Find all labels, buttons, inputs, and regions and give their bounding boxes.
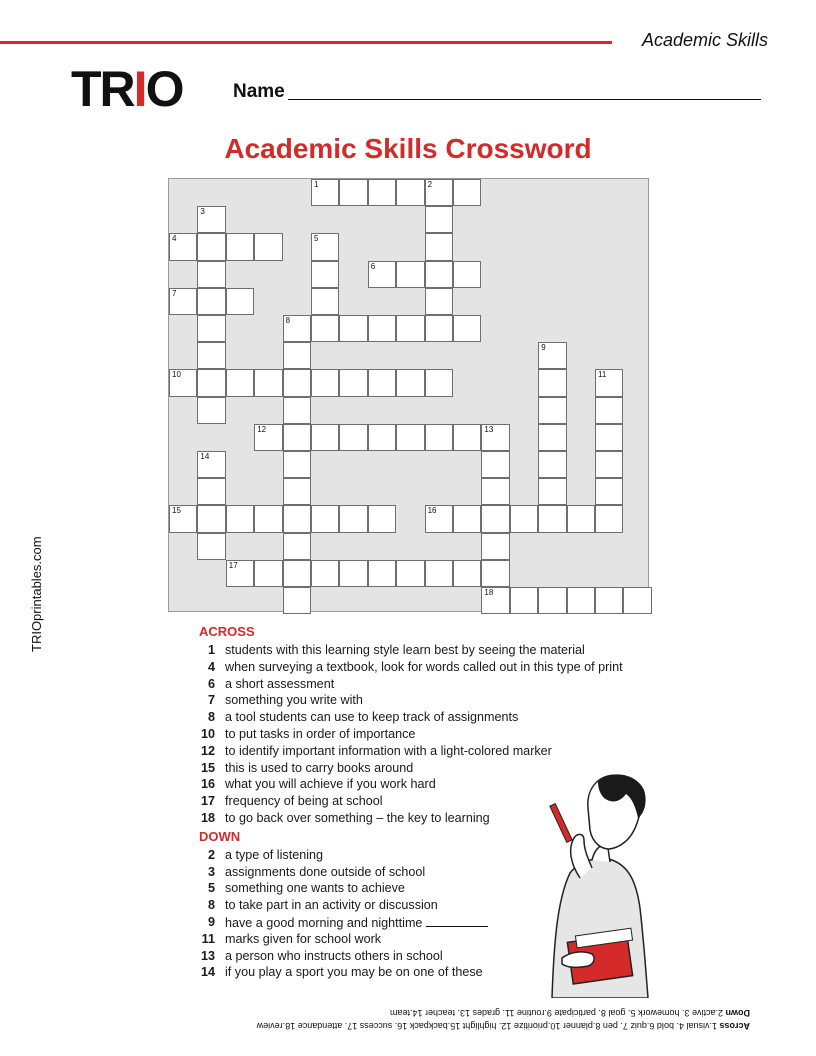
grid-cell[interactable]	[197, 206, 225, 233]
grid-cell[interactable]	[595, 369, 623, 396]
grid-cell[interactable]	[453, 560, 481, 587]
grid-cell[interactable]	[311, 505, 339, 532]
cell-number: 6	[370, 261, 376, 271]
down-heading: DOWN	[199, 828, 241, 844]
grid-cell[interactable]	[368, 179, 396, 206]
grid-cell[interactable]	[453, 315, 481, 342]
grid-cell[interactable]	[283, 397, 311, 424]
grid-cell[interactable]	[197, 288, 225, 315]
clue-text: a tool students can use to keep track of assignments	[225, 710, 519, 725]
clue-number: 6	[207, 676, 215, 691]
cell-number: 7	[172, 288, 177, 298]
clue-number: 5	[207, 881, 215, 896]
cell-number: 1	[314, 180, 319, 189]
grid-cell[interactable]	[425, 206, 453, 233]
grid-cell[interactable]	[396, 560, 424, 587]
clue-number: 3	[207, 864, 215, 879]
clue-number: 14	[200, 965, 215, 980]
grid-cell[interactable]	[311, 560, 339, 587]
grid-cell[interactable]	[339, 369, 367, 396]
cell-number: 18	[484, 588, 494, 597]
grid-cell[interactable]	[595, 478, 623, 505]
across-clue-4	[199, 659, 669, 676]
grid-cell[interactable]	[538, 424, 566, 451]
cell-number: 16	[427, 506, 437, 516]
clue-number: 9	[207, 914, 215, 929]
grid-cell[interactable]	[169, 288, 197, 315]
grid-cell[interactable]	[197, 342, 225, 369]
cell-number: 10	[172, 370, 181, 380]
cell-number: 8	[285, 316, 291, 325]
grid-cell[interactable]	[538, 478, 566, 505]
grid-cell[interactable]	[283, 451, 311, 478]
grid-cell[interactable]	[197, 315, 225, 342]
grid-cell[interactable]	[311, 288, 339, 315]
grid-cell[interactable]	[538, 451, 566, 478]
grid-cell[interactable]	[226, 233, 254, 260]
grid-cell[interactable]	[453, 261, 481, 288]
cell-number: 2	[427, 180, 433, 189]
answer-key	[0, 1006, 816, 1032]
grid-cell[interactable]	[197, 533, 225, 560]
across-clue-1	[199, 642, 669, 659]
grid-cell[interactable]	[538, 397, 566, 424]
grid-cell[interactable]	[595, 397, 623, 424]
grid-cell[interactable]	[197, 261, 225, 288]
clue-text: a short assessment	[225, 676, 335, 691]
clue-text: something one wants to achieve	[225, 881, 405, 896]
clue-number: 15	[200, 760, 215, 775]
grid-cell[interactable]	[510, 587, 538, 614]
cell-number: 4	[172, 234, 177, 244]
grid-cell[interactable]	[453, 179, 481, 206]
grid-cell[interactable]	[283, 560, 311, 587]
cell-number: 3	[200, 207, 205, 217]
grid-cell[interactable]	[425, 315, 453, 342]
grid-cell[interactable]	[425, 179, 453, 206]
grid-cell[interactable]	[425, 505, 453, 532]
grid-cell[interactable]	[368, 261, 396, 288]
grid-cell[interactable]	[538, 369, 566, 396]
cell-number: 14	[200, 452, 210, 461]
grid-cell[interactable]	[283, 478, 311, 505]
clue-number: 17	[200, 794, 215, 809]
cell-number: 9	[541, 343, 546, 353]
grid-cell[interactable]	[339, 315, 367, 342]
clue-text: to go back over something – the key to learning	[225, 810, 490, 825]
across-clue-10	[199, 726, 669, 743]
clue-number: 7	[207, 693, 215, 708]
cell-number: 13	[484, 424, 494, 434]
grid-cell[interactable]	[197, 369, 225, 396]
grid-cell[interactable]	[226, 505, 254, 532]
grid-cell[interactable]	[311, 369, 339, 396]
grid-cell[interactable]	[339, 424, 367, 451]
clue-number: 10	[200, 726, 215, 741]
grid-cell[interactable]	[339, 179, 367, 206]
grid-cell[interactable]	[169, 233, 197, 260]
cell-number: 12	[257, 424, 267, 434]
grid-cell[interactable]	[197, 478, 225, 505]
grid-cell[interactable]	[311, 315, 339, 342]
student-thinking-illustration	[540, 768, 650, 998]
grid-cell[interactable]	[339, 505, 367, 532]
across-clue-12	[199, 743, 669, 760]
grid-cell[interactable]	[283, 369, 311, 396]
grid-cell[interactable]	[169, 505, 197, 532]
grid-cell[interactable]	[283, 587, 311, 614]
grid-cell[interactable]	[623, 587, 651, 614]
clue-number: 8	[207, 710, 215, 725]
grid-cell[interactable]	[396, 369, 424, 396]
clue-text: to identify important information with a light-colored marker	[225, 743, 552, 758]
grid-cell[interactable]	[368, 369, 396, 396]
clue-text: students with this learning style learn best by seeing the material	[225, 643, 585, 657]
grid-cell[interactable]	[396, 261, 424, 288]
grid-cell[interactable]	[368, 505, 396, 532]
grid-cell[interactable]	[481, 505, 509, 532]
grid-cell[interactable]	[283, 505, 311, 532]
clue-text: to put tasks in order of importance	[225, 726, 416, 741]
clue-text: this is used to carry books around	[225, 760, 414, 775]
crossword-grid	[168, 178, 649, 612]
clue-text: frequency of being at school	[225, 794, 383, 809]
grid-cell[interactable]	[283, 342, 311, 369]
clue-number: 1	[207, 643, 215, 657]
grid-cell[interactable]	[425, 261, 453, 288]
clue-number: 8	[207, 898, 215, 913]
grid-cell[interactable]	[283, 424, 311, 451]
answer-key-across: Across 1.visual 4. bold 6.quiz 7. pen 8.planner 10.prioritize 12. highlight 15.backpack 16. success 17. attendance 18.review	[256, 1021, 750, 1031]
grid-cell[interactable]	[311, 233, 339, 260]
clue-text: when surveying a textbook, look for words called out in this type of print	[225, 659, 623, 674]
grid-cell[interactable]	[510, 505, 538, 532]
grid-cell[interactable]	[567, 505, 595, 532]
clue-text: to take part in an activity or discussion	[225, 898, 438, 913]
grid-cell[interactable]	[538, 587, 566, 614]
grid-cell[interactable]	[254, 233, 282, 260]
grid-cell[interactable]	[425, 288, 453, 315]
grid-cell[interactable]	[595, 505, 623, 532]
grid-cell[interactable]	[481, 560, 509, 587]
clue-text: if you play a sport you may be on one of these	[225, 965, 483, 980]
grid-cell[interactable]	[425, 424, 453, 451]
across-clue-6	[199, 676, 669, 693]
trio-logo: TRIO	[71, 61, 183, 117]
grid-cell[interactable]	[425, 233, 453, 260]
fill-in-blank	[426, 914, 488, 927]
cell-number: 5	[314, 234, 319, 244]
clue-number: 11	[201, 931, 215, 946]
grid-cell[interactable]	[254, 369, 282, 396]
across-clue-8	[199, 709, 669, 726]
grid-cell[interactable]	[283, 315, 311, 342]
grid-cell[interactable]	[197, 397, 225, 424]
grid-cell[interactable]	[453, 505, 481, 532]
grid-cell[interactable]	[567, 587, 595, 614]
answer-key-down: Down 2.active 3. homework 5. goal 8. participate 9.routine 11. grades 13. teacher 14.team	[389, 1008, 750, 1018]
grid-cell[interactable]	[481, 478, 509, 505]
grid-cell[interactable]	[396, 315, 424, 342]
grid-cell[interactable]	[481, 451, 509, 478]
clue-number: 18	[200, 810, 215, 825]
clue-text: assignments done outside of school	[225, 864, 426, 879]
grid-cell[interactable]	[311, 261, 339, 288]
clue-text: a type of listening	[225, 847, 324, 862]
clue-text: what you will achieve if you work hard	[225, 777, 436, 792]
clue-text: marks given for school work	[225, 931, 382, 946]
grid-cell[interactable]	[311, 179, 339, 206]
grid-cell[interactable]	[396, 179, 424, 206]
grid-cell[interactable]	[595, 451, 623, 478]
header-rule	[0, 41, 612, 44]
section-title: Academic Skills	[641, 30, 768, 50]
grid-cell[interactable]	[197, 233, 225, 260]
grid-cell[interactable]	[254, 560, 282, 587]
cell-number: 11	[598, 370, 607, 380]
clue-number: 13	[200, 948, 215, 963]
grid-cell[interactable]	[481, 424, 509, 451]
clue-text: have a good morning and nighttime	[225, 914, 488, 932]
grid-cell[interactable]	[254, 505, 282, 532]
clue-number: 12	[200, 743, 215, 758]
grid-cell[interactable]	[339, 560, 367, 587]
grid-cell[interactable]	[226, 369, 254, 396]
grid-cell[interactable]	[311, 424, 339, 451]
clue-number: 16	[200, 777, 215, 792]
grid-cell[interactable]	[595, 424, 623, 451]
clue-text: something you write with	[225, 693, 363, 708]
grid-cell[interactable]	[481, 587, 509, 614]
grid-cell[interactable]	[453, 424, 481, 451]
grid-cell[interactable]	[425, 369, 453, 396]
grid-cell[interactable]	[226, 560, 254, 587]
grid-cell[interactable]	[254, 424, 282, 451]
grid-cell[interactable]	[169, 369, 197, 396]
grid-cell[interactable]	[226, 288, 254, 315]
grid-cell[interactable]	[595, 587, 623, 614]
grid-cell[interactable]	[368, 424, 396, 451]
cell-number: 15	[172, 506, 181, 516]
name-field[interactable]	[288, 99, 761, 100]
name-label: Name	[233, 81, 285, 102]
side-url: TRIOprintables.com	[29, 536, 44, 652]
clue-text: a person who instructs others in school	[225, 948, 443, 963]
grid-cell[interactable]	[396, 424, 424, 451]
grid-cell[interactable]	[538, 342, 566, 369]
grid-cell[interactable]	[197, 505, 225, 532]
grid-cell[interactable]	[368, 560, 396, 587]
grid-cell[interactable]	[481, 533, 509, 560]
grid-cell[interactable]	[197, 451, 225, 478]
grid-cell[interactable]	[368, 315, 396, 342]
grid-cell[interactable]	[283, 533, 311, 560]
cell-number: 17	[228, 560, 238, 570]
clue-number: 2	[207, 847, 215, 862]
page-title: Academic Skills Crossword	[224, 133, 592, 164]
clue-number: 4	[207, 659, 215, 674]
grid-cell[interactable]	[538, 505, 566, 532]
across-clue-7	[199, 692, 669, 709]
across-heading: ACROSS	[199, 624, 255, 639]
grid-cell[interactable]	[425, 560, 453, 587]
